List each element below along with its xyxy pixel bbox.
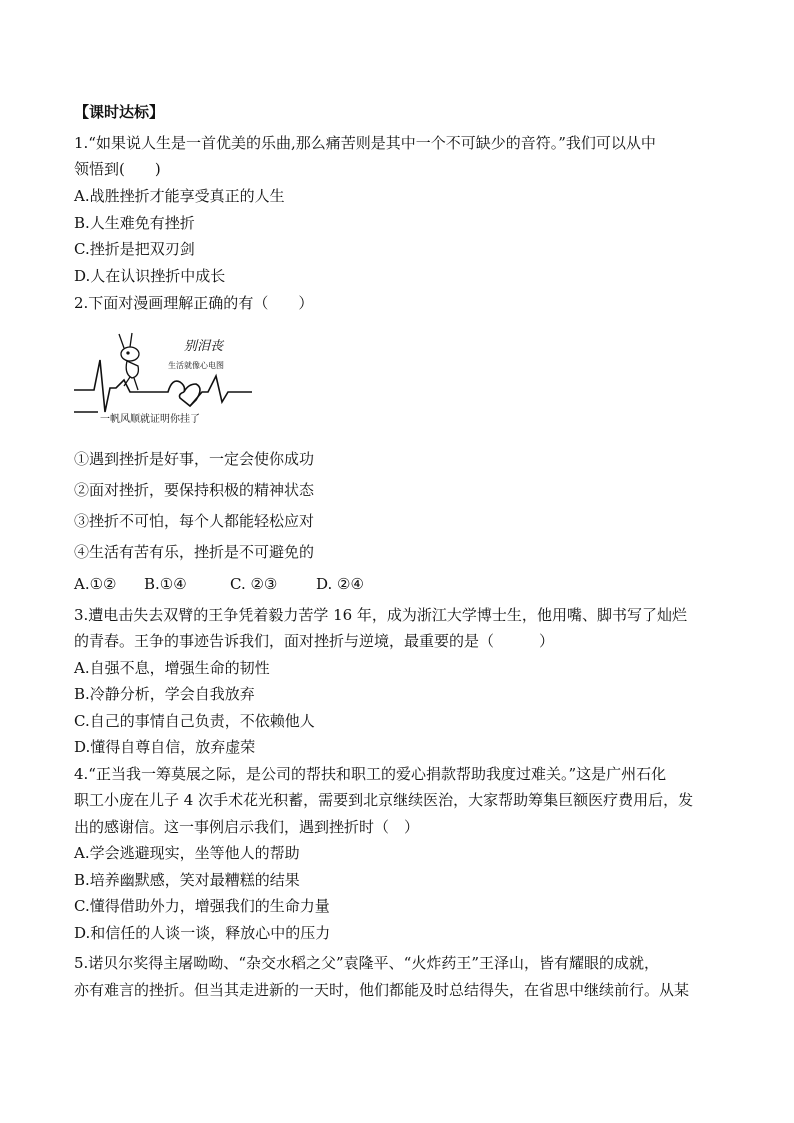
cartoon-subtitle: 生活就像心电图 (168, 361, 224, 370)
q1-option-c: C.挫折是把双刃剑 (74, 240, 195, 258)
q3-stem-line2: 的青春。王争的事迹告诉我们，面对挫折与逆境，最重要的是（ ） (74, 632, 555, 650)
q3-option-d: D.懂得自尊自信，放弃虚荣 (74, 738, 256, 756)
q5-stem-line2: 亦有难言的挫折。但当其走进新的一天时，他们都能及时总结得失，在省思中继续前行。从某 (74, 981, 690, 999)
q4-stem-line1: 4.“正当我一筹莫展之际，是公司的帮扶和职工的爱心捐款帮助我度过难关。”这是广州石化 (74, 765, 667, 783)
heartbeat-cartoon-image (72, 330, 254, 430)
q1-stem-line2: 领悟到( ) (74, 160, 161, 178)
heart-shape-icon (138, 381, 200, 406)
q2-statement-1: ①遇到挫折是好事，一定会使你成功 (74, 450, 315, 468)
q3-stem-line1: 3.遭电击失去双臂的王争凭着毅力苦学 16 年，成为浙江大学博士生，他用嘴、脚书写了灿烂 (74, 606, 687, 624)
q1-option-d: D.人在认识挫折中成长 (74, 267, 226, 285)
q2-stem: 2.下面对漫画理解正确的有（ ） (74, 294, 314, 312)
q4-option-c: C.懂得借助外力，增强我们的生命力量 (74, 897, 330, 915)
q2-option-d: D. ②④ (316, 575, 364, 593)
ecg-line (74, 360, 138, 412)
q2-statement-3: ③挫折不可怕，每个人都能轻松应对 (74, 512, 315, 530)
q4-stem-line3: 出的感谢信。这一事例启示我们，遇到挫折时（ ） (74, 818, 420, 836)
q5-stem-line1: 5.诺贝尔奖得主屠呦呦、“杂交水稻之父”袁隆平、“火炸药王”王泽山，皆有耀眼的成就， (74, 954, 659, 972)
q2-option-a: A.①② (74, 575, 117, 593)
q4-option-b: B.培养幽默感，笑对最糟糕的结果 (74, 871, 300, 889)
q2-options (74, 574, 364, 594)
q2-statement-4: ④生活有苦有乐，挫折是不可避免的 (74, 543, 315, 561)
q2-option-b: B.①④ (144, 575, 187, 593)
q4-option-a: A.学会逃避现实，坐等他人的帮助 (74, 844, 300, 862)
q3-option-a: A.自强不息，增强生命的韧性 (74, 659, 270, 677)
q4-option-d: D.和信任的人谈一谈，释放心中的压力 (74, 924, 331, 942)
q1-stem-line1: 1.“如果说人生是一首优美的乐曲,那么痛苦则是其中一个不可缺少的音符。”我们可以从中 (74, 134, 656, 152)
cartoon-caption: 一帆风顺就证明你挂了 (100, 414, 200, 425)
cartoon-title: 别泪丧 (184, 339, 224, 354)
q3-option-b: B.冷静分析，学会自我放弃 (74, 685, 255, 703)
q1-option-a: A.战胜挫折才能享受真正的人生 (74, 187, 285, 205)
q2-statement-2: ②面对挫折，要保持积极的精神状态 (74, 481, 315, 499)
q2-option-c: C. ②③ (230, 575, 278, 593)
q3-option-c: C.自己的事情自己负责，不依赖他人 (74, 712, 315, 730)
q4-stem-line2: 职工小庞在儿子 4 次手术花光积蓄，需要到北京继续医治，大家帮助筹集巨额医疗费用后，发 (74, 791, 694, 809)
q1-option-b: B.人生难免有挫折 (74, 214, 195, 232)
section-heading: 【课时达标】 (74, 103, 165, 121)
